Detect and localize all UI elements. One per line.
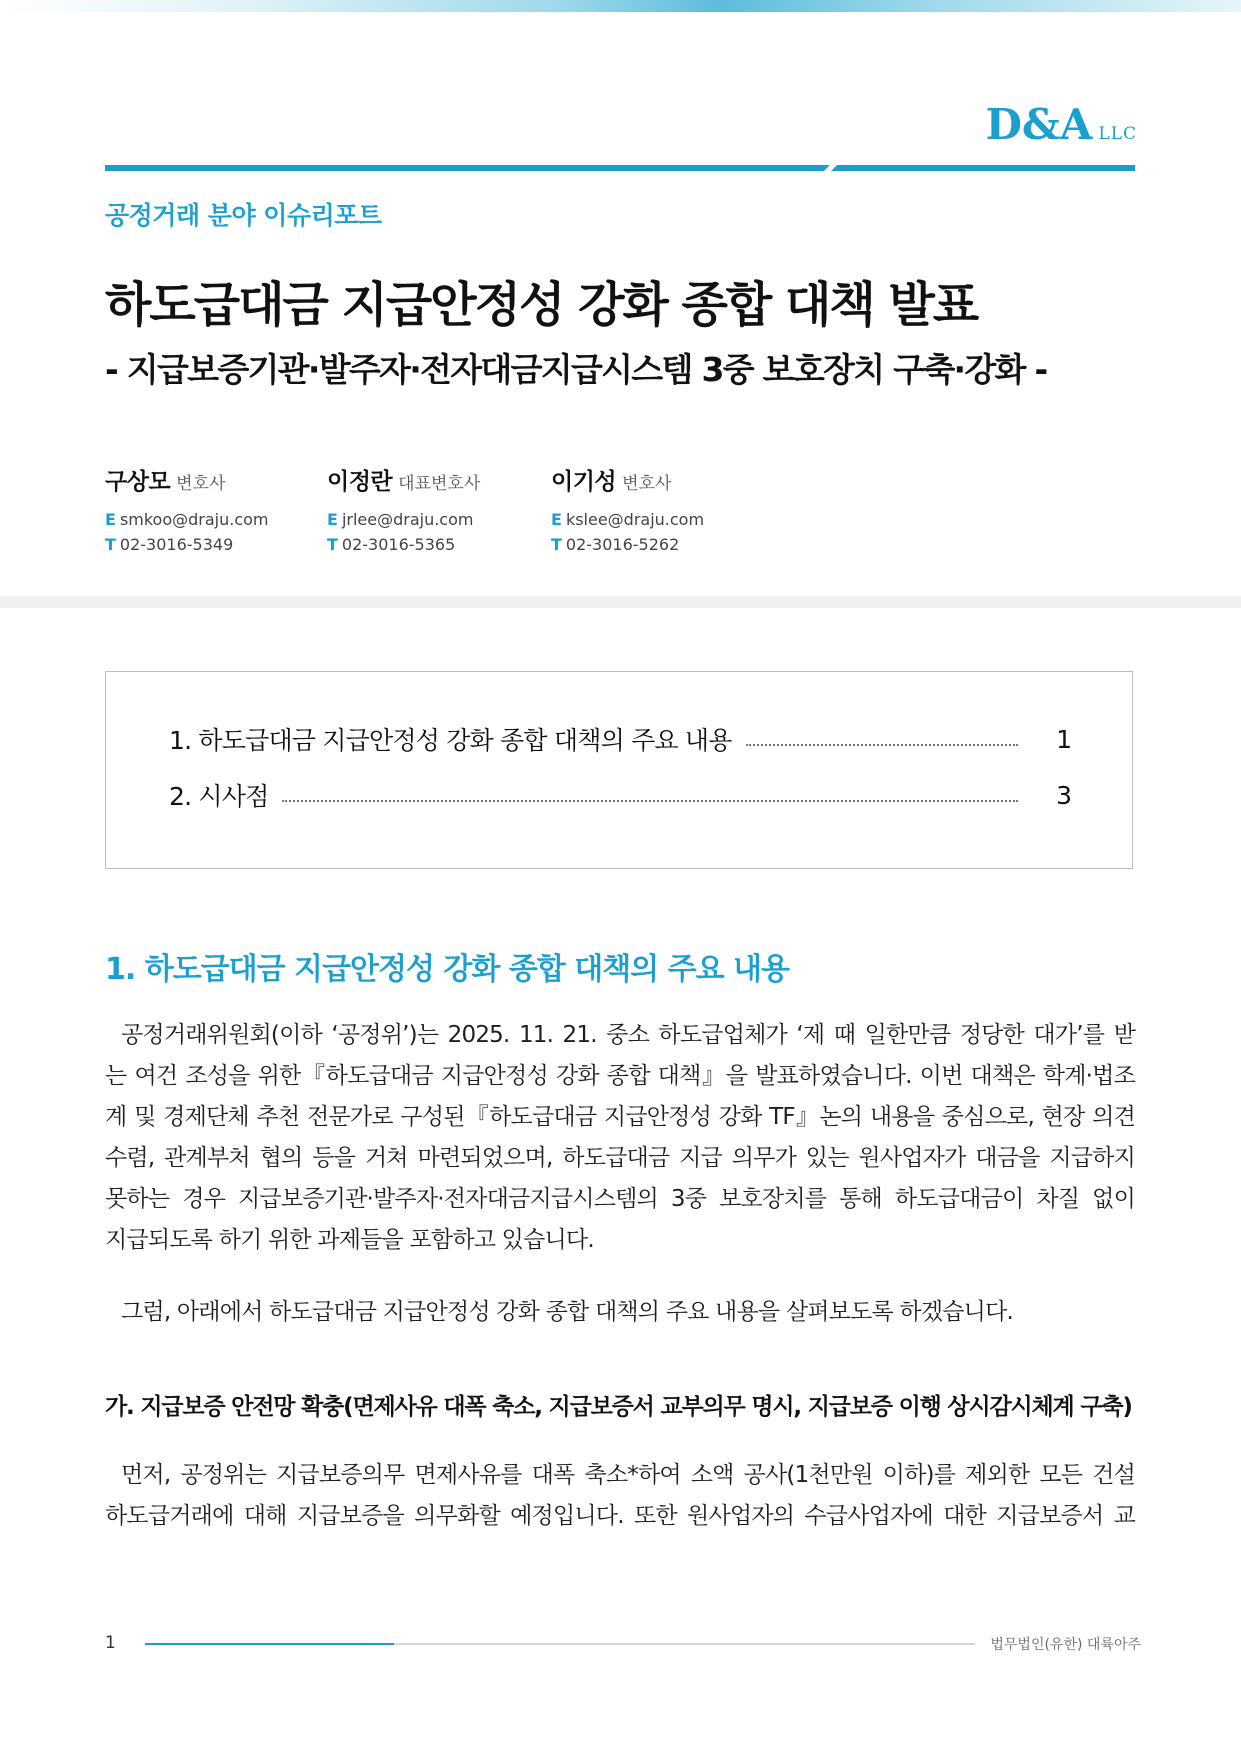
email-label: E <box>105 510 116 529</box>
paragraph-line: 그럼, 아래에서 하도급대금 지급안정성 강화 종합 대책의 주요 내용을 살펴보도록 하겠습니다. <box>121 1299 1014 1325</box>
toc-leader-dots <box>282 800 1018 802</box>
body-paragraph <box>105 1015 1135 1261</box>
body-paragraph <box>105 1455 1135 1537</box>
author-name: 이정란 <box>327 469 393 495</box>
logo-mark: D&A <box>985 100 1093 149</box>
paragraph-line: 먼저, 공정위는 지급보증의무 면제사유를 대폭 축소*하여 소액 공사(1천만원 이하)를 제외한 모든 건설 <box>121 1462 1135 1488</box>
footer-page-number: 1 <box>105 1633 116 1653</box>
table-of-contents <box>105 671 1133 869</box>
email-label: E <box>551 510 562 529</box>
author-card <box>105 463 315 554</box>
author-tel: 02-3016-5262 <box>565 535 680 554</box>
page-subtitle: - 지급보증기관·발주자·전자대금지급시스템 3중 보호장치 구축·강화 - <box>105 350 1047 389</box>
section-divider <box>0 596 1241 608</box>
toc-page-number: 1 <box>1056 724 1072 754</box>
author-email[interactable]: jrlee@draju.com <box>341 510 474 529</box>
paragraph-line: 공정거래위원회(이하 ‘공정위’)는 2025. 11. 21. 중소 하도급업체가 ‘제 때 일한만큼 정당한 대가’를 받 <box>121 1022 1135 1048</box>
author-role: 변호사 <box>176 474 226 494</box>
paragraph-line: 수렴, 관계부처 협의 등을 거쳐 마련되었으며, 하도급대금 지급 의무가 있는 원사업자가 대금을 지급하지 <box>105 1145 1135 1171</box>
author-email[interactable]: kslee@draju.com <box>565 510 705 529</box>
author-name: 구상모 <box>105 469 171 495</box>
footer-firm-name: 법무법인(유한) 대륙아주 <box>990 1637 1141 1653</box>
toc-entry[interactable] <box>169 779 1072 811</box>
header-rule <box>105 164 1135 172</box>
section-heading: 1. 하도급대금 지급안정성 강화 종합 대책의 주요 내용 <box>105 952 789 987</box>
author-role: 변호사 <box>622 474 672 494</box>
author-tel: 02-3016-5365 <box>341 535 456 554</box>
email-label: E <box>327 510 338 529</box>
subsection-heading: 가. 지급보증 안전망 확충(면제사유 대폭 축소, 지급보증서 교부의무 명시, 지급보증 이행 상시감시체계 구축) <box>105 1394 1132 1420</box>
tel-label: T <box>105 535 116 554</box>
author-role: 대표변호사 <box>398 474 481 494</box>
page-title: 하도급대금 지급안정성 강화 종합 대책 발표 <box>105 277 978 333</box>
author-card <box>551 463 761 554</box>
toc-leader-dots <box>746 744 1018 746</box>
tel-label: T <box>551 535 562 554</box>
author-card <box>327 463 537 554</box>
logo-suffix: LLC <box>1098 124 1137 144</box>
paragraph-line: 못하는 경우 지급보증기관·발주자·전자대금지급시스템의 3중 보호장치를 통해 하도급대금이 차질 없이 <box>105 1186 1135 1212</box>
author-email[interactable]: smkoo@draju.com <box>119 510 269 529</box>
toc-entry-label: 1. 하도급대금 지급안정성 강화 종합 대책의 주요 내용 <box>169 726 732 755</box>
top-gradient-band <box>0 0 1241 12</box>
toc-page-number: 3 <box>1056 780 1072 810</box>
paragraph-line: 지급되도록 하기 위한 과제들을 포함하고 있습니다. <box>105 1227 594 1253</box>
paragraph-line: 는 여건 조성을 위한『하도급대금 지급안정성 강화 종합 대책』을 발표하였습니다. 이번 대책은 학계·법조 <box>105 1063 1135 1089</box>
firm-logo <box>985 100 1137 149</box>
toc-entry[interactable] <box>169 723 1072 755</box>
author-name: 이기성 <box>551 469 617 495</box>
footer-rule <box>145 1643 975 1645</box>
paragraph-line: 하도급거래에 대해 지급보증을 의무화할 예정입니다. 또한 원사업자의 수급사업자에 대한 지급보증서 교 <box>105 1503 1135 1529</box>
tel-label: T <box>327 535 338 554</box>
author-tel: 02-3016-5349 <box>119 535 234 554</box>
body-paragraph <box>105 1292 1135 1333</box>
toc-entry-label: 2. 시사점 <box>169 782 269 811</box>
report-category: 공정거래 분야 이슈리포트 <box>105 201 382 230</box>
paragraph-line: 계 및 경제단체 추천 전문가로 구성된『하도급대금 지급안정성 강화 TF』논의 내용을 중심으로, 현장 의견 <box>105 1104 1135 1130</box>
